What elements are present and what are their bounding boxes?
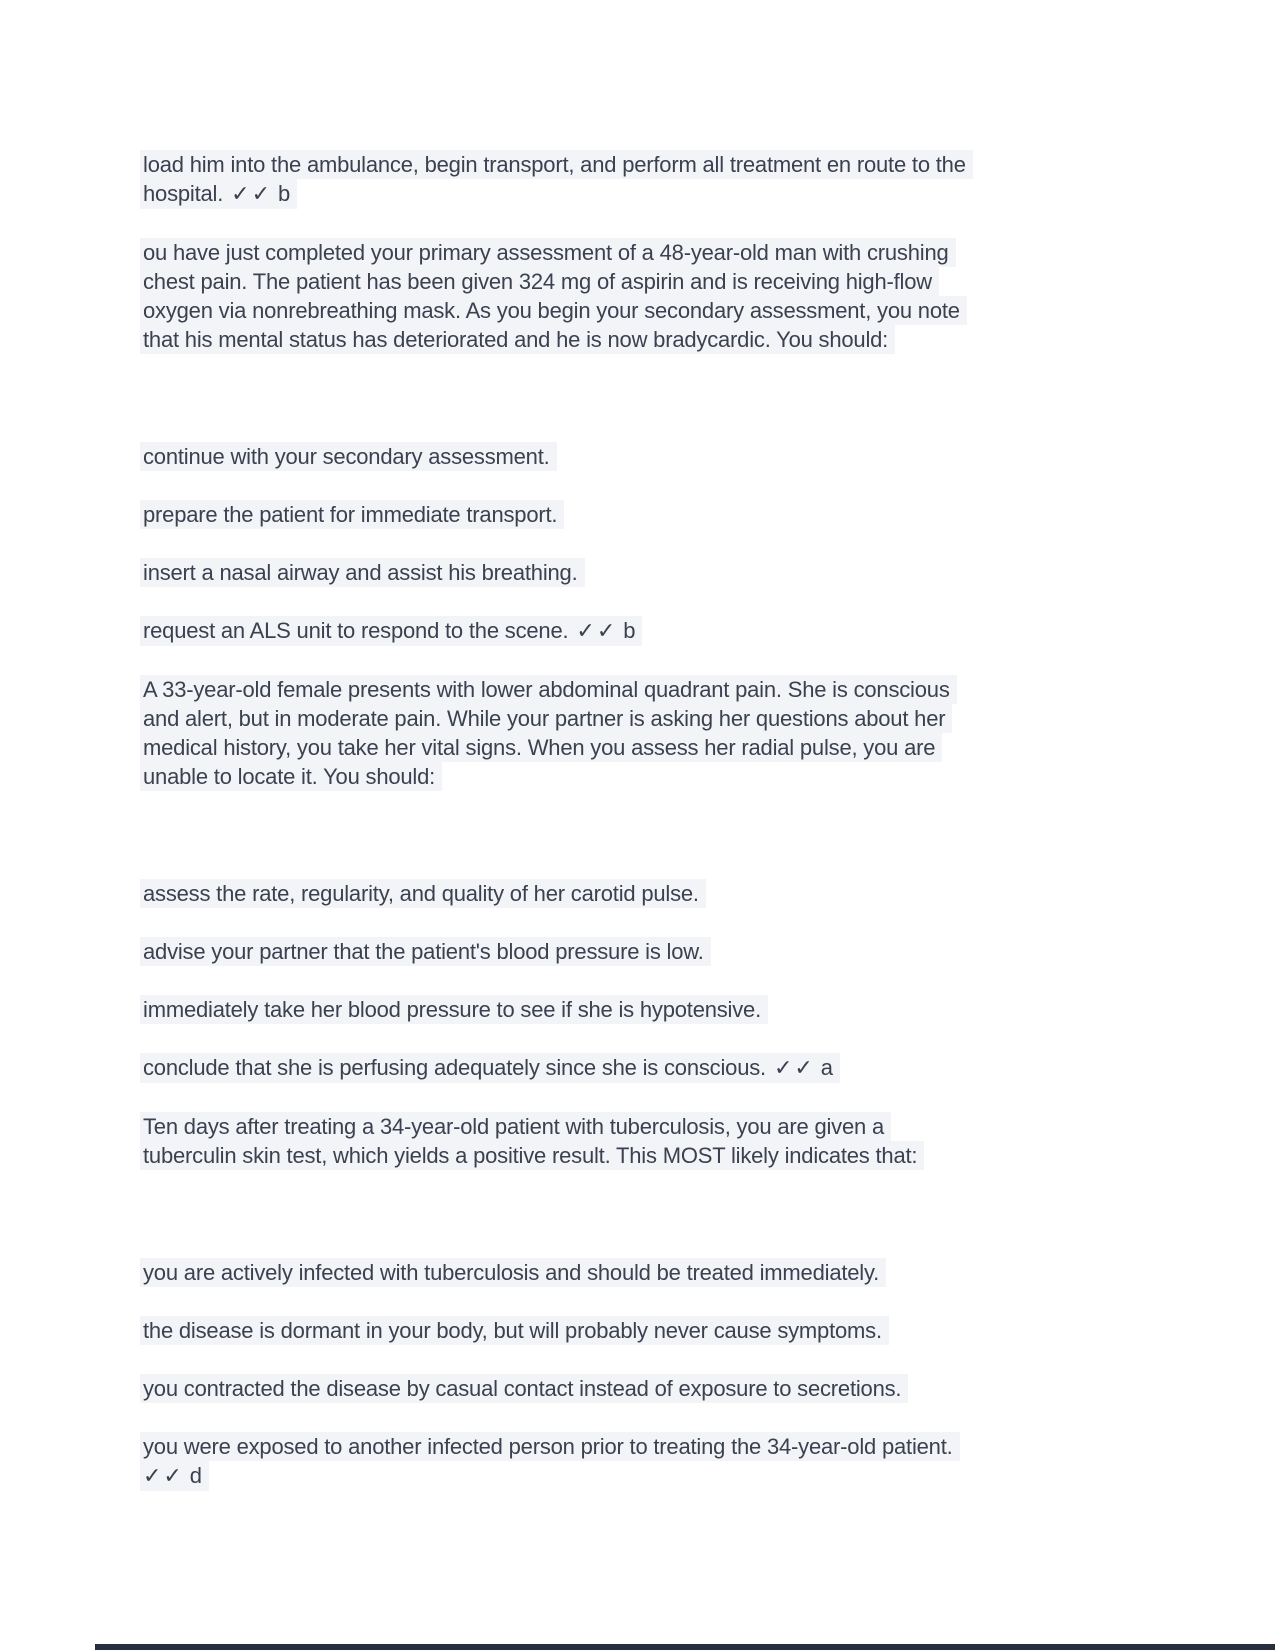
answer-letter: b (623, 618, 636, 643)
answer-letter: d (189, 1463, 203, 1488)
line-text: Ten days after treating a 34-year-old patient with tuberculosis, you are given a (143, 1114, 884, 1139)
text-line (140, 325, 895, 354)
text-line (140, 558, 585, 587)
option-exposed-another (143, 1432, 973, 1491)
option-secondary-assessment (143, 442, 973, 471)
correct-answer-marker (143, 1463, 202, 1488)
line-text: and alert, but in moderate pain. While your partner is asking her questions about her (143, 706, 946, 731)
text-line (140, 442, 557, 471)
double-check-icon: ✓✓ (576, 619, 618, 644)
answer-tail-ambulance (143, 150, 973, 209)
correct-answer-marker (576, 618, 635, 643)
document-text (143, 150, 973, 1520)
text-line (140, 704, 952, 733)
line-text: immediately take her blood pressure to see if she is hypotensive. (143, 997, 761, 1022)
correct-answer-marker (231, 181, 290, 206)
answer-letter: b (277, 181, 291, 206)
text-line (140, 879, 706, 908)
text-line (140, 1461, 209, 1491)
text-line (140, 150, 973, 179)
line-text: assess the rate, regularity, and quality of her carotid pulse. (143, 881, 699, 906)
text-line (140, 995, 768, 1024)
line-text: you were exposed to another infected person prior to treating the 34-year-old patient. (143, 1434, 953, 1459)
option-als-unit (143, 616, 973, 646)
text-line (140, 296, 967, 325)
text-line (140, 179, 297, 209)
text-line (140, 616, 642, 646)
text-line (140, 1141, 924, 1170)
line-text: advise your partner that the patient's blood pressure is low. (143, 939, 704, 964)
option-low-bp (143, 937, 973, 966)
text-line (140, 762, 442, 791)
option-nasal-airway (143, 558, 973, 587)
text-line (140, 937, 711, 966)
line-text: prepare the patient for immediate transport. (143, 502, 558, 527)
line-text: unable to locate it. You should: (143, 764, 436, 789)
question-abdominal-pain (143, 675, 973, 791)
line-text: continue with your secondary assessment. (143, 444, 550, 469)
answer-letter: a (820, 1055, 833, 1080)
text-line (140, 675, 957, 704)
text-line (140, 1432, 960, 1461)
option-disease-dormant (143, 1316, 973, 1345)
text-line (140, 733, 942, 762)
double-check-icon: ✓✓ (231, 182, 273, 207)
text-line (140, 1258, 886, 1287)
text-line (140, 238, 956, 267)
line-text: you contracted the disease by casual contact instead of exposure to secretions. (143, 1376, 902, 1401)
option-carotid-pulse (143, 879, 973, 908)
text-line (140, 1053, 840, 1083)
text-line (140, 500, 564, 529)
line-text: medical history, you take her vital signs. When you assess her radial pulse, you are (143, 735, 936, 760)
line-text: A 33-year-old female presents with lower abdominal quadrant pain. She is conscious (143, 677, 950, 702)
line-text: you are actively infected with tuberculosis and should be treated immediately. (143, 1260, 880, 1285)
double-check-icon: ✓✓ (143, 1464, 184, 1489)
double-check-icon: ✓✓ (773, 1056, 815, 1081)
line-text: hospital. (143, 181, 224, 206)
line-text: the disease is dormant in your body, but will probably never cause symptoms. (143, 1318, 882, 1343)
line-text: request an ALS unit to respond to the scene. (143, 618, 569, 643)
line-text: ou have just completed your primary assessment of a 48-year-old man with crushing (143, 240, 949, 265)
line-text: that his mental status has deteriorated and he is now bradycardic. You should: (143, 327, 889, 352)
option-actively-infected (143, 1258, 973, 1287)
question-chest-pain (143, 238, 973, 354)
option-perfusing-adequately (143, 1053, 973, 1083)
text-line (140, 267, 939, 296)
line-text: oxygen via nonrebreathing mask. As you begin your secondary assessment, you note (143, 298, 960, 323)
text-line (140, 1316, 889, 1345)
option-immediate-transport (143, 500, 973, 529)
line-text: conclude that she is perfusing adequately since she is conscious. (143, 1055, 766, 1080)
next-page-edge (95, 1644, 1275, 1650)
line-text: chest pain. The patient has been given 324 mg of aspirin and is receiving high-flow (143, 269, 932, 294)
option-casual-contact (143, 1374, 973, 1403)
text-line (140, 1374, 908, 1403)
line-text: insert a nasal airway and assist his breathing. (143, 560, 578, 585)
text-line (140, 1112, 891, 1141)
option-take-bp (143, 995, 973, 1024)
line-text: tuberculin skin test, which yields a positive result. This MOST likely indicates that: (143, 1143, 918, 1168)
line-text: load him into the ambulance, begin transport, and perform all treatment en route to the (143, 152, 966, 177)
question-tuberculosis (143, 1112, 973, 1170)
correct-answer-marker (774, 1055, 833, 1080)
